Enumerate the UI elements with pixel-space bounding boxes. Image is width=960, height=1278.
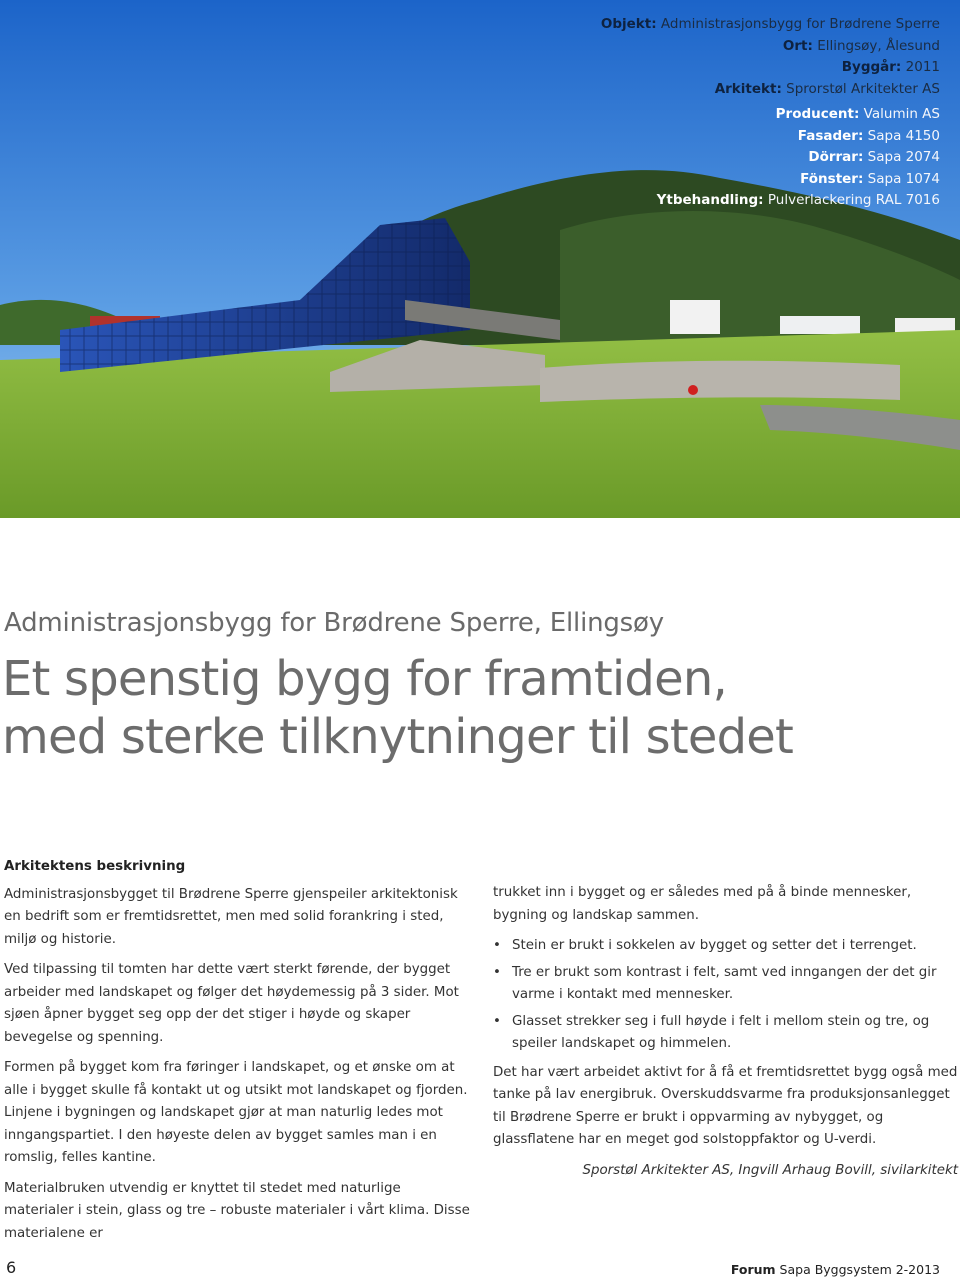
article-column-left	[4, 856, 470, 1253]
bullet-icon: •	[493, 1013, 501, 1029]
page-number: 6	[6, 1258, 17, 1277]
paragraph: trukket inn i bygget og er således med på å binde mennesker, bygning og landskap sammen.	[493, 885, 912, 923]
spec-value: Sapa 2074	[867, 149, 940, 165]
spec-row-location	[601, 36, 940, 58]
spec-row-finish	[601, 190, 940, 212]
spec-label: Ytbehandling:	[656, 192, 764, 208]
spec-row-windows	[601, 169, 940, 191]
spec-value: Sapa 4150	[867, 127, 940, 144]
list-item-text: Glasset strekker seg i full høyde i felt i mellom stein og tre, og speiler landskapet og himmelen.	[512, 1013, 930, 1051]
bullet-icon: •	[493, 964, 501, 980]
section-heading: Arkitektens beskrivning	[4, 859, 186, 874]
list-item	[493, 935, 958, 958]
spec-row-architect	[601, 79, 940, 101]
spec-label: Producent:	[775, 106, 860, 122]
article-column-right	[493, 882, 958, 1182]
spec-value: Ellingsøy, Ålesund	[817, 37, 940, 54]
paragraph: Formen på bygget kom fra føringer i landskapet, og et ønske om at alle i bygget skulle få kontakt ut og utsikt mot landskapet og fjorden. Linjene i bygningen og landskapet gjør at man naturlig ledes mot inngangspartiet. I den høyeste delen av bygget samles man i en romslig, felles kantine.	[4, 1060, 468, 1165]
spec-label: Fasader:	[797, 127, 864, 144]
spec-row-producer	[601, 104, 940, 126]
paragraph: Administrasjonsbygget til Brødrene Sperre gjenspeiler arkitektonisk en bedrift som er fremtidsrettet, men med solid forankring i sted, miljø og historie.	[4, 886, 458, 947]
paragraph: Materialbruken utvendig er knyttet til stedet med naturlige materialer i stein, glass og tre – robuste materialer i vårt klima. Disse materialene er	[4, 1180, 470, 1241]
article-kicker: Administrasjonsbygg for Brødrene Sperre, Ellingsøy	[4, 608, 664, 638]
spec-row-facades	[601, 126, 940, 148]
publication-issue: Sapa Byggsystem 2-2013	[779, 1262, 940, 1277]
headline-line-1: Et spenstig bygg for framtiden,	[2, 651, 727, 707]
article-headline	[2, 650, 793, 766]
spec-label: Dörrar:	[808, 149, 864, 165]
stone-wall	[540, 361, 900, 402]
material-list	[493, 935, 958, 1056]
spec-label: Fönster:	[800, 170, 864, 187]
project-specs-main	[601, 14, 940, 100]
fire-hydrant	[688, 385, 698, 395]
white-house-long	[780, 316, 860, 334]
spec-label: Arkitekt:	[714, 80, 782, 97]
spec-value: 2011	[905, 59, 940, 75]
spec-label: Objekt:	[600, 16, 657, 32]
author-signature: Sporstøl Arkitekter AS, Ingvill Arhaug Bovill, sivilarkitekt	[582, 1162, 958, 1178]
list-item	[493, 1011, 958, 1056]
white-house	[670, 300, 720, 334]
spec-value: Valumin AS	[863, 106, 940, 122]
publication-footer	[731, 1262, 940, 1277]
spec-value: Sapa 1074	[867, 170, 940, 187]
list-item	[493, 962, 958, 1007]
spec-row-year	[601, 57, 940, 79]
spec-row-doors	[601, 147, 940, 169]
spec-row-object	[601, 14, 940, 36]
project-specs	[601, 14, 940, 212]
paragraph: Det har vært arbeidet aktivt for å få et fremtidsrettet bygg også med tanke på lav energibruk. Overskuddsvarme fra produksjonsanlegget til Brødrene Sperre er brukt i oppvarming av nybygget, og glassflatene har en meget god solstoppfaktor og U-verdi.	[493, 1064, 958, 1147]
bullet-icon: •	[493, 938, 501, 953]
headline-line-2: med sterke tilknytninger til stedet	[2, 709, 794, 765]
publication-name: Forum	[730, 1262, 776, 1277]
spec-value: Administrasjonsbygg for Brødrene Sperre	[660, 16, 940, 32]
spec-value: Sprorstøl Arkitekter AS	[786, 80, 940, 97]
list-item-text: Tre er brukt som kontrast i felt, samt ved inngangen der det gir varme i kontakt med mennesker.	[512, 964, 937, 1002]
spec-label: Ort:	[782, 37, 813, 54]
list-item-text: Stein er brukt i sokkelen av bygget og setter det i terrenget.	[512, 938, 917, 953]
spec-label: Byggår:	[841, 59, 902, 75]
project-specs-technical	[601, 104, 940, 212]
spec-value: Pulverlackering RAL 7016	[767, 192, 940, 208]
paragraph: Ved tilpassing til tomten har dette vært sterkt førende, der bygget arbeider med landskapet og følger det høydemessig på 3 sider. Mot sjøen åpner bygget seg opp der det stiger i høyde og skaper bevegelse og spenning.	[4, 962, 459, 1045]
